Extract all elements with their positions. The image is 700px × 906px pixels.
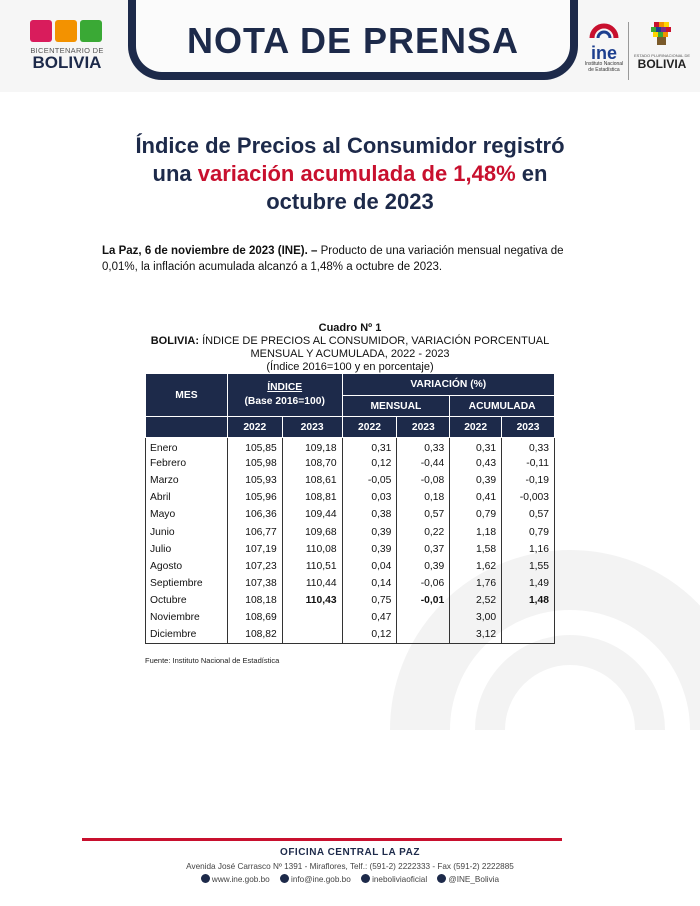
footer-twitter-link[interactable] [437, 875, 499, 884]
cell-i23: 110,44 [282, 575, 342, 592]
cell-i23: 110,08 [282, 541, 342, 558]
cell-i22: 108,69 [227, 609, 282, 626]
headline-line-2 [60, 160, 640, 188]
page-header [0, 0, 700, 92]
web-text: www.ine.gob.bo [211, 875, 270, 884]
col-header-indice [227, 374, 342, 417]
cell-mes: Abril [146, 489, 228, 506]
col-header-empty [146, 417, 228, 438]
cell-a23 [502, 609, 555, 626]
table-row [146, 592, 555, 609]
table-row [146, 541, 555, 558]
cell-m23: 0,18 [397, 489, 450, 506]
table-title [140, 335, 560, 361]
table-body [146, 438, 555, 644]
cell-m23: -0,01 [397, 592, 450, 609]
cell-mes: Diciembre [146, 627, 228, 644]
globe-icon [201, 874, 210, 883]
cell-i23: 108,81 [282, 489, 342, 506]
cell-i22: 105,98 [227, 455, 282, 472]
email-text: info@ine.gob.bo [291, 875, 351, 884]
table-row [146, 575, 555, 592]
cell-i23 [282, 627, 342, 644]
col-header-mes: MES [146, 374, 228, 417]
cell-mes: Mayo [146, 506, 228, 523]
bicentenario-logo [22, 20, 112, 82]
cell-m23: 0,22 [397, 523, 450, 540]
facebook-text: ineboliviaoficial [372, 875, 428, 884]
col-header-mensual-2023: 2023 [397, 417, 450, 438]
cell-a23 [502, 627, 555, 644]
table-title-text: ÍNDICE DE PRECIOS AL CONSUMIDOR, VARIACIÓN PORCENTUAL MENSUAL Y ACUMULADA, 2022 - 2023 [199, 335, 550, 360]
headline-highlight: variación acumulada de 1,48% [197, 161, 516, 186]
cell-i23: 109,18 [282, 438, 342, 455]
bicentenario-emblem-icon [30, 20, 112, 42]
col-header-indice-2023: 2023 [282, 417, 342, 438]
cell-i22: 105,93 [227, 472, 282, 489]
cell-a22: 0,39 [450, 472, 502, 489]
lead-paragraph [102, 243, 602, 275]
cell-a22: 0,31 [450, 438, 502, 455]
footer-address: Avenida José Carrasco Nº 1391 - Miraflores, Telf.: (591-2) 2222333 - Fax (591-2) 2222885 [186, 862, 514, 871]
col-header-acumulada-2022: 2022 [450, 417, 502, 438]
cell-a22: 1,58 [450, 541, 502, 558]
cell-i22: 107,19 [227, 541, 282, 558]
cell-mes: Noviembre [146, 609, 228, 626]
cell-m22: 0,14 [342, 575, 397, 592]
cell-m22: 0,47 [342, 609, 397, 626]
table-row [146, 472, 555, 489]
cell-a22: 3,12 [450, 627, 502, 644]
estado-bolivia-logo [632, 20, 692, 84]
table-subtitle: (Índice 2016=100 y en porcentaje) [266, 361, 434, 373]
bicentenario-label: BICENTENARIO DE [30, 46, 104, 55]
headline [60, 132, 640, 216]
cell-m23: 0,57 [397, 506, 450, 523]
ine-subtitle: Instituto Nacional de Estadística [584, 61, 624, 73]
cell-m22: 0,39 [342, 541, 397, 558]
cell-a23: -0,003 [502, 489, 555, 506]
mail-icon [280, 874, 289, 883]
col-header-acumulada-2023: 2023 [502, 417, 555, 438]
cell-mes: Junio [146, 523, 228, 540]
twitter-text: @INE_Bolivia [448, 875, 500, 884]
cell-a22: 0,43 [450, 455, 502, 472]
logo-divider [628, 22, 629, 80]
cell-m23 [397, 609, 450, 626]
cell-a22: 0,79 [450, 506, 502, 523]
cell-m23: 0,39 [397, 558, 450, 575]
cell-m22: -0,05 [342, 472, 397, 489]
headline-text: en [515, 161, 548, 186]
cell-i22: 106,36 [227, 506, 282, 523]
cell-i22: 105,85 [227, 438, 282, 455]
cell-mes: Octubre [146, 592, 228, 609]
cell-a22: 2,52 [450, 592, 502, 609]
cell-a23: 0,33 [502, 438, 555, 455]
table-row [146, 455, 555, 472]
cell-a23: 1,48 [502, 592, 555, 609]
footer-web-link[interactable] [201, 875, 270, 884]
headline-line-1: Índice de Precios al Consumidor registró [135, 133, 565, 158]
cell-a23: 0,57 [502, 506, 555, 523]
cell-m23: -0,06 [397, 575, 450, 592]
footer-email-link[interactable] [280, 875, 351, 884]
col-header-mensual: MENSUAL [342, 396, 450, 417]
cell-m22: 0,12 [342, 627, 397, 644]
cell-i23: 108,70 [282, 455, 342, 472]
cell-a22: 0,41 [450, 489, 502, 506]
cell-a23: -0,11 [502, 455, 555, 472]
twitter-icon [437, 874, 446, 883]
cell-m23: 0,37 [397, 541, 450, 558]
dateline: La Paz, 6 de noviembre de 2023 (INE). – [102, 245, 318, 257]
cell-m23: -0,08 [397, 472, 450, 489]
cell-a23: 0,79 [502, 523, 555, 540]
table-row [146, 627, 555, 644]
table-row [146, 506, 555, 523]
cell-m23: -0,44 [397, 455, 450, 472]
ipc-table [145, 373, 555, 644]
cell-mes: Julio [146, 541, 228, 558]
cell-i23: 109,44 [282, 506, 342, 523]
cell-m22: 0,04 [342, 558, 397, 575]
col-header-mensual-2022: 2022 [342, 417, 397, 438]
ine-arc-icon [589, 18, 619, 40]
indice-label: ÍNDICE [267, 382, 303, 393]
cell-m23: 0,33 [397, 438, 450, 455]
table-row [146, 489, 555, 506]
cell-mes: Septiembre [146, 575, 228, 592]
facebook-icon [361, 874, 370, 883]
indice-base-label: (Base 2016=100) [244, 396, 325, 407]
cell-a22: 1,18 [450, 523, 502, 540]
col-header-acumulada: ACUMULADA [450, 396, 555, 417]
bicentenario-country: BOLIVIA [32, 53, 102, 72]
cell-i23 [282, 609, 342, 626]
cell-a22: 3,00 [450, 609, 502, 626]
table-title-country: BOLIVIA: [150, 335, 200, 347]
page-title: NOTA DE PRENSA [186, 20, 520, 61]
headline-line-3: octubre de 2023 [266, 189, 434, 214]
cell-i22: 108,18 [227, 592, 282, 609]
table-source: Fuente: Instituto Nacional de Estadística [145, 656, 280, 665]
cell-i22: 108,82 [227, 627, 282, 644]
cell-m22: 0,31 [342, 438, 397, 455]
estado-name: BOLIVIA [637, 57, 687, 71]
col-header-indice-2022: 2022 [227, 417, 282, 438]
ine-logo [584, 18, 624, 84]
cell-i23: 110,51 [282, 558, 342, 575]
footer-divider [82, 838, 562, 841]
cell-i23: 109,68 [282, 523, 342, 540]
table-row [146, 609, 555, 626]
cell-i22: 107,23 [227, 558, 282, 575]
cell-m22: 0,75 [342, 592, 397, 609]
cell-a22: 1,62 [450, 558, 502, 575]
cell-m22: 0,39 [342, 523, 397, 540]
footer-links [0, 874, 700, 884]
cell-a23: 1,16 [502, 541, 555, 558]
table-caption [140, 322, 560, 374]
table-row [146, 523, 555, 540]
estado-subtitle: ESTADO PLURINACIONAL DE [633, 53, 690, 58]
table-number: Cuadro Nº 1 [318, 322, 382, 334]
cell-i22: 105,96 [227, 489, 282, 506]
cell-mes: Enero [146, 438, 228, 455]
cell-i23: 108,61 [282, 472, 342, 489]
cell-a23: 1,49 [502, 575, 555, 592]
cell-i23: 110,43 [282, 592, 342, 609]
wiphala-emblem-icon [649, 20, 675, 48]
footer-office: OFICINA CENTRAL LA PAZ [280, 847, 420, 858]
ine-name: ine [590, 43, 617, 63]
table-row [146, 438, 555, 455]
table-row [146, 558, 555, 575]
cell-m22: 0,03 [342, 489, 397, 506]
cell-a23: -0,19 [502, 472, 555, 489]
cell-mes: Febrero [146, 455, 228, 472]
cell-m22: 0,38 [342, 506, 397, 523]
cell-mes: Marzo [146, 472, 228, 489]
cell-mes: Agosto [146, 558, 228, 575]
cell-m23 [397, 627, 450, 644]
cell-a22: 1,76 [450, 575, 502, 592]
col-header-variacion: VARIACIÓN (%) [342, 374, 554, 396]
cell-i22: 107,38 [227, 575, 282, 592]
footer-facebook-link[interactable] [361, 875, 427, 884]
cell-a23: 1,55 [502, 558, 555, 575]
cell-i22: 106,77 [227, 523, 282, 540]
lead-text: Producto de una variación mensual negativa de 0,01%, la inflación acumulada alcanzó a 1,48% a octubre de 2023. [102, 245, 564, 273]
cell-m22: 0,12 [342, 455, 397, 472]
headline-text: una [152, 161, 198, 186]
